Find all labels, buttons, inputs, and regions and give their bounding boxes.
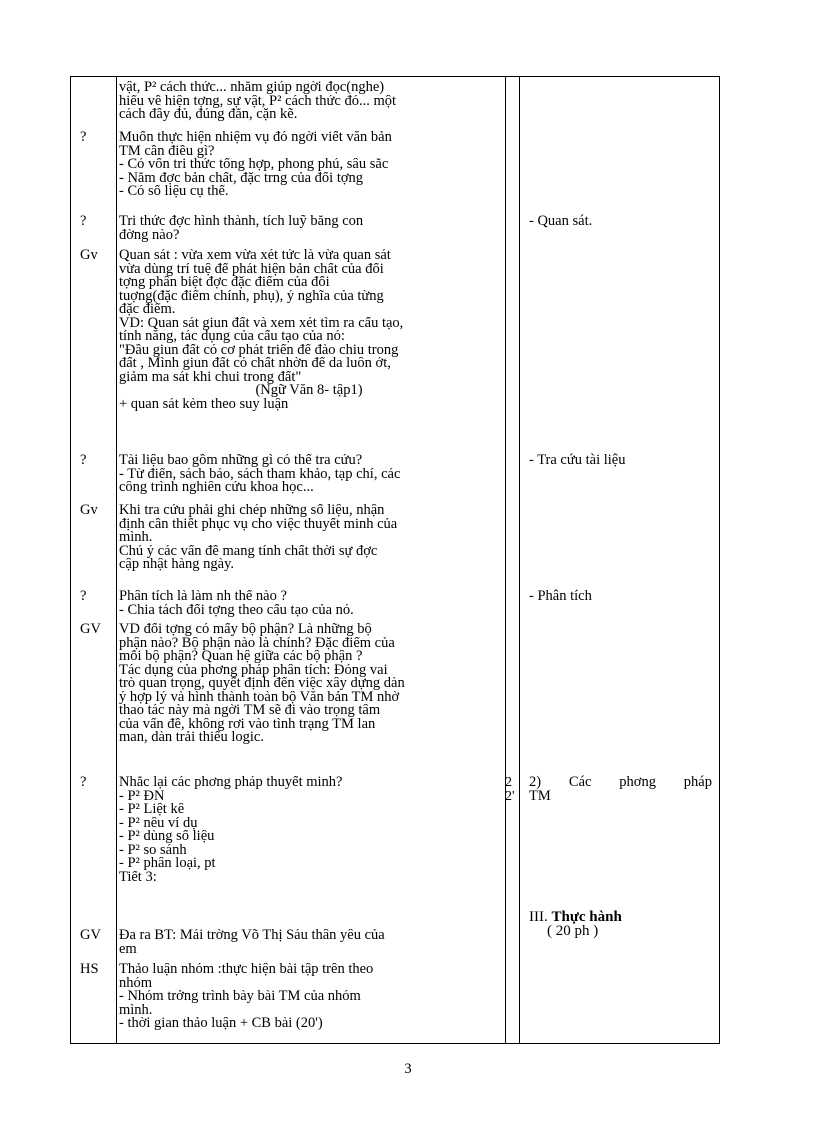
text-line: tính năng, tác dụng của cấu tạo của nó: [119, 330, 345, 344]
main-text [119, 81, 499, 122]
text-line: - Nắm đợc bản chất, đặc trng của đối tợng [119, 171, 364, 185]
text-line: em [119, 942, 137, 956]
section-duration: ( 20 ph ) [547, 922, 599, 939]
text-line: cách đầy đủ, đúng đắn, cặn kẽ. [119, 108, 298, 122]
text-line: giảm ma sát khi chui trong đất" [119, 370, 302, 384]
row-label: ? [80, 452, 87, 468]
main-text [119, 963, 499, 1031]
text-line: mình. [119, 531, 153, 545]
narrow-col-values [505, 776, 515, 803]
text-line: - Chia tách đối tợng theo cấu tạo của nó. [119, 603, 354, 617]
page-number: 3 [404, 1061, 412, 1077]
text-line: trò quan trọng, quyết định đến việc xây dựng dàn [119, 677, 405, 691]
text-line: Tri thức đợc hình thành, tích luỹ bằng con [119, 215, 364, 229]
text-line: - P² so sánh [119, 843, 187, 857]
text-line: Quan sát : vừa xem vừa xét tức là vừa quan sát [119, 249, 391, 263]
text-line: - Nhóm trởng trình bày bài TM của nhóm [119, 990, 361, 1004]
text-line: - Có số liệu cụ thể. [119, 185, 229, 199]
row-label: ? [80, 588, 87, 604]
text-line: đờng nào? [119, 228, 180, 242]
row-label: GV [80, 927, 101, 943]
text-line: định cần thiết phục vụ cho việc thuyết minh của [119, 517, 398, 531]
text-line: + quan sát kèm theo suy luận [119, 397, 289, 411]
section-title: Thực hành [551, 909, 622, 925]
right-heading-line-2: TM [529, 787, 551, 804]
narrow-value-1: 2 [505, 775, 512, 790]
text-line: VD đối tợng có mấy bộ phận? Là những bộ [119, 623, 372, 637]
main-text [119, 249, 499, 411]
row-label: Gv [80, 502, 98, 518]
text-line: Khi tra cứu phải ghi chép những số liệu, nhận [119, 504, 385, 518]
main-text [119, 504, 499, 572]
right-heading-cac-pp [529, 776, 712, 803]
row-label: ? [80, 213, 87, 229]
row-label: Gv [80, 247, 98, 263]
text-line: vật, P² cách thức... nhằm giúp ngời đọc(nghe) [119, 81, 385, 95]
text-line: man, dàn trải thiếu logic. [119, 731, 264, 745]
text-line: tợng phân biệt đợc đặc điểm của đối [119, 276, 330, 290]
section-number: III. [529, 909, 548, 925]
text-line: Tác dụng của phơng pháp phân tích: Đóng vai [119, 663, 388, 677]
text-line: VD: Quan sát giun đất và xem xét tìm ra cấu tạo, [119, 316, 404, 330]
right-note-tra-cuu: - Tra cứu tài liệu [529, 452, 626, 468]
row-label: GV [80, 621, 101, 637]
text-line: của vấn đề, không rơi vào tình trạng TM lan [119, 717, 376, 731]
lesson-table [70, 76, 720, 1044]
main-text [119, 215, 499, 242]
text-line: ý hợp lý và hình thành toàn bộ Văn bản TM nhờ [119, 690, 400, 704]
text-line: thao tác này mà ngời TM sẽ đi vào trọng tâm [119, 704, 381, 718]
text-line: hiểu về hiện tợng, sự vật, P² cách thức đó... một [119, 94, 397, 108]
text-line: - P² dùng số liệu [119, 830, 215, 844]
text-line: - P² nêu ví dụ [119, 816, 198, 830]
main-text [119, 929, 499, 956]
text-line: - P² phân loại, pt [119, 857, 216, 871]
text-line: công trình nghiên cứu khoa học... [119, 481, 314, 495]
text-line: Muốn thực hiện nhiệm vụ đó ngời viết văn bản [119, 131, 392, 145]
text-line: Phân tích là làm nh thế nào ? [119, 590, 287, 604]
row-label: ? [80, 774, 87, 790]
narrow-value-2: 2' [505, 788, 515, 804]
text-line: đất , Mình giun đất có chất nhờn để da luôn ớt, [119, 357, 391, 371]
row-label: HS [80, 961, 99, 977]
text-line: nhóm [119, 976, 153, 990]
section-heading-thuc-hanh [529, 911, 622, 938]
text-line: cập nhật hàng ngày. [119, 558, 235, 572]
main-text [119, 590, 499, 617]
text-line: - thời gian thảo luận + CB bài (20') [119, 1017, 323, 1031]
text-line: - P² ĐN [119, 789, 165, 803]
main-text [119, 131, 499, 199]
main-text [119, 623, 499, 745]
text-line: - P² Liệt kê [119, 803, 185, 817]
text-line: Thảo luận nhóm :thực hiện bài tập trên theo [119, 963, 374, 977]
main-text [119, 454, 499, 495]
citation: (Ngữ Văn 8- tập1) [255, 384, 363, 398]
text-line: Tiết 3: [119, 870, 157, 884]
text-line: vừa dùng trí tuệ để phát hiện bản chất của đối [119, 262, 384, 276]
main-text [119, 776, 499, 884]
text-line: TM cần điều gì? [119, 144, 215, 158]
column-divider-3 [519, 77, 520, 1043]
text-line: đặc điểm. [119, 303, 176, 317]
right-note-quan-sat: - Quan sát. [529, 213, 593, 229]
column-divider-2 [505, 77, 506, 1043]
text-line: - Có vốn tri thức tổng hợp, phong phú, sâu sắc [119, 158, 389, 172]
text-line: Nhắc lại các phơng pháp thuyết minh? [119, 776, 343, 790]
row-label: ? [80, 129, 87, 145]
text-line: phận nào? Bộ phận nào là chính? Đặc điểm của [119, 636, 395, 650]
right-note-phan-tich: - Phân tích [529, 588, 592, 604]
text-line: tuợng(đặc điểm chính, phụ), ý nghĩa của từng [119, 289, 384, 303]
text-line: Đa ra BT: Mái trờng Võ Thị Sáu thân yêu của [119, 929, 385, 943]
text-line: "Đầu giun đất có cơ phát triển để đào chiu trong [119, 343, 399, 357]
text-line: - Từ điển, sách báo, sách tham khảo, tạp chí, các [119, 467, 401, 481]
text-line: Chú ý các vấn đề mang tính chất thời sự đợc [119, 544, 378, 558]
text-line: mình. [119, 1003, 153, 1017]
column-divider-1 [116, 77, 117, 1043]
text-line: Tài liệu bao gồm những gì có thể tra cứu? [119, 454, 363, 468]
text-line: mỗi bộ phận? Quan hệ giữa các bộ phận ? [119, 650, 363, 664]
right-heading-line-1: 2) Các phơng pháp [529, 774, 712, 790]
